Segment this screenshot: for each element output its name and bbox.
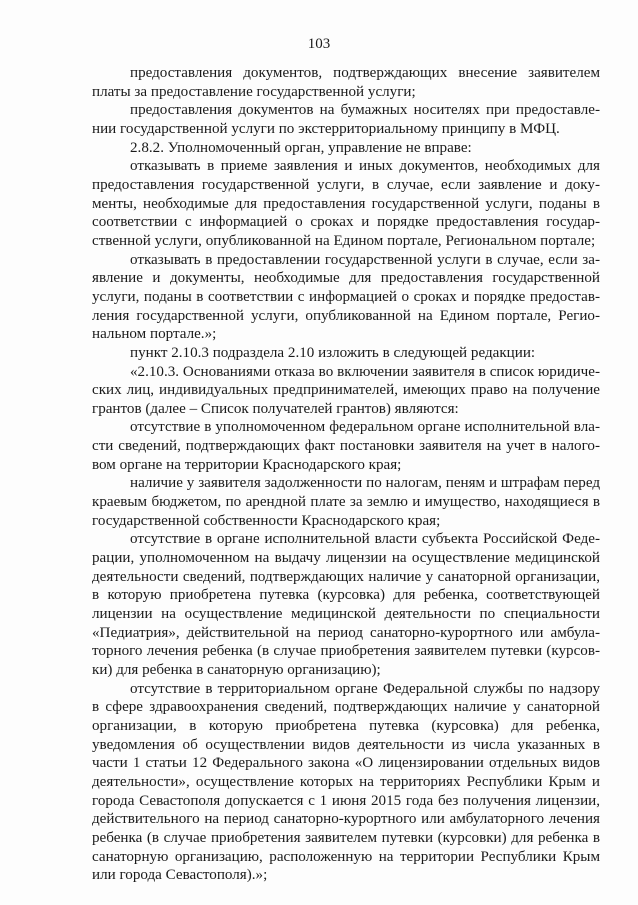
document-body (92, 64, 600, 885)
paragraph-tax-debt: наличие у заявителя задолженности по налогам, пеням и штрафам перед краевым бюджетом, по арендной плате за землю и имущество, находящиеся в государственной собственности Краснодарского края; (92, 475, 600, 529)
paragraph-paper-documents: предоставления документов на бумажных носителях при предоставлении государственной услуги по экстерриториальному принципу в МФЦ. (92, 102, 600, 137)
paragraph-healthcare-supervision: отсутствие в территориальном органе Федеральной службы по надзору в сфере здравоохранения сведений, подтверждающих наличие у санаторной организации, в которую приобретена путевка (курсовка) для ребенка, уведомления об осуществлении видов деятельности из числа указанных в части 1 статьи 12 Федерального закона «О лицензировании отдельных видов деятельности», осуществление которых на территориях Республики Крым и города Севастополя допускается с 1 июня 2015 года без получения лицензии, действительного на период санаторно-курортного или амбулаторного лечения ребенка (в случае приобретения заявителем путевки (курсовки) для ребенка в санаторную организацию, расположенную на территории Республики Крым или города Севастополя).»; (92, 680, 600, 884)
paragraph-refuse-service: отказывать в предоставлении государственной услуги в случае, если заявление и документы, необходимые для предоставления государственной услуги, поданы в соответствии с информацией о сроках и порядке предоставления государственной услуги, опубликованной на Едином портале, Региональном портале.»; (92, 251, 600, 343)
paragraph-medical-license: отсутствие в органе исполнительной власти субъекта Российской Федерации, уполномоченном на выдачу лицензии на осуществление медицинской деятельности сведений, подтверждающих наличие у санаторной организации, в которую приобретена путевка (курсовка) для ребенка, соответствующей лицензии на осуществление медицинской деятельности по специальности «Педиатрия», действительной на период санаторно-курортного или амбулаторного лечения ребенка (в случае приобретения заявителем путевки (курсовки) для ребенка в санаторную организацию); (92, 531, 600, 678)
paragraph-refuse-acceptance: отказывать в приеме заявления и иных документов, необходимых для предоставления государственной услуги, в случае, если заявление и документы, необходимые для предоставления государственной услуги, поданы в соответствии с информацией о сроках и порядке предоставления государственной услуги, опубликованной на Едином портале, Региональном портале; (92, 158, 600, 249)
paragraph-clause-2-10-3: «2.10.3. Основаниями отказа во включении заявителя в список юридических лиц, индивидуальных предпринимателей, имеющих право на получение грантов (далее – Список получателей грантов) являются: (92, 363, 600, 417)
paragraph-amendment-2-10-3: пункт 2.10.3 подраздела 2.10 изложить в следующей редакции: (130, 344, 536, 361)
page-number: 103 (307, 36, 331, 52)
paragraph-tax-registration: отсутствие в уполномоченном федеральном органе исполнительной власти сведений, подтверждающих факт постановки заявителя на учет в налоговом органе на территории Краснодарского края; (92, 419, 600, 473)
paragraph-fee-documents: предоставления документов, подтверждающих внесение заявителем платы за предоставление государственной услуги; (92, 65, 600, 100)
paragraph-clause-2-8-2: 2.8.2. Уполномоченный орган, управление не вправе: (130, 139, 472, 156)
